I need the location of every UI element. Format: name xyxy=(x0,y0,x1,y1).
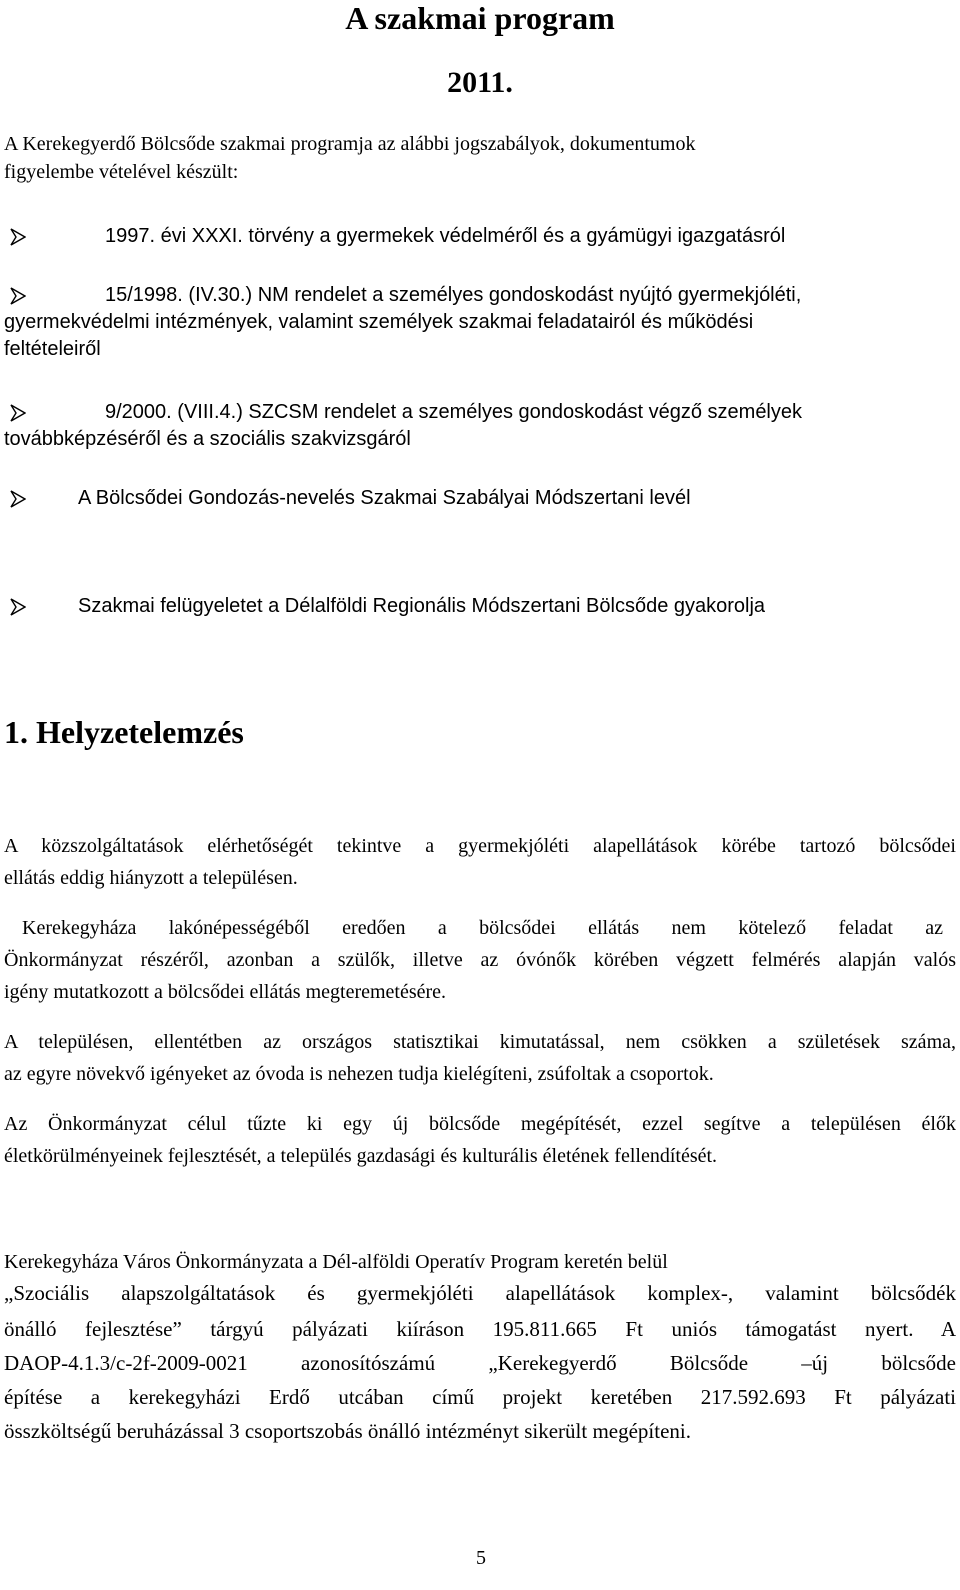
page-year: 2011. xyxy=(447,66,513,99)
intro-line-1: A Kerekegyerdő Bölcsőde szakmai programja az alábbi jogszabályok, dokumentumok xyxy=(4,133,696,155)
arrowhead-bullet-icon xyxy=(10,598,26,616)
arrowhead-bullet-icon xyxy=(10,490,26,508)
section-heading: 1. Helyzetelemzés xyxy=(4,714,244,750)
list-item-text: gyermekvédelmi intézmények, valamint személyek szakmai feladatairól és működési xyxy=(4,311,754,333)
list-item-text: továbbképzéséről és a szociális szakvizsgáról xyxy=(4,428,411,450)
intro-line-2: figyelembe vételével készült: xyxy=(4,161,239,183)
list-item-text: 9/2000. (VIII.4.) SZCSM rendelet a személyes gondoskodást végző személyek xyxy=(105,401,803,423)
paragraph-line: ellátás eddig hiányzott a településen. xyxy=(4,867,298,889)
list-item-text: 15/1998. (IV.30.) NM rendelet a személyes gondoskodást nyújtó gyermekjóléti, xyxy=(105,284,802,306)
paragraph-line: összköltségű beruházással 3 csoportszobás önálló intézményt sikerült megépíteni. xyxy=(4,1419,691,1443)
arrowhead-bullet-icon xyxy=(10,228,26,246)
list-item-text: A Bölcsődei Gondozás-nevelés Szakmai Szabályai Módszertani levél xyxy=(78,487,691,509)
page-title: A szakmai program xyxy=(345,0,615,36)
paragraph-line: Önkormányzat részéről, azonban a szülők, illetve az óvónők körében végzett felmérés alapján valós xyxy=(4,949,956,971)
list-item-text: 1997. évi XXXI. törvény a gyermekek védelméről és a gyámügyi igazgatásról xyxy=(105,225,786,247)
paragraph-line: Kerekegyháza lakónépességéből eredően a bölcsődei ellátás nem kötelező feladat az xyxy=(22,917,943,939)
paragraph-line: építése a kerekegyházi Erdő utcában című projekt keretében 217.592.693 Ft pályázati xyxy=(4,1385,956,1409)
paragraph-line: életkörülményeinek fejlesztését, a település gazdasági és kulturális életének fellendítését. xyxy=(4,1145,718,1167)
list-item xyxy=(0,226,956,250)
list-item xyxy=(0,488,956,512)
paragraph-line: A településen, ellentétben az országos statisztikai kimutatással, nem csökken a születések száma, xyxy=(4,1031,956,1053)
list-item-text: Szakmai felügyeletet a Délalföldi Regionális Módszertani Bölcsőde gyakorolja xyxy=(78,595,766,617)
list-item xyxy=(0,285,956,365)
paragraph-line: Kerekegyháza Város Önkormányzata a Dél-alföldi Operatív Program keretén belül xyxy=(4,1251,668,1273)
list-item-text: feltételeiről xyxy=(4,338,101,360)
page-number: 5 xyxy=(476,1547,486,1569)
paragraph-line: „Szociális alapszolgáltatások és gyermekjóléti alapellátások komplex-, valamint bölcsődék xyxy=(4,1281,956,1305)
paragraph-line: Az Önkormányzat célul tűzte ki egy új bölcsőde megépítését, ezzel segítve a településen élők xyxy=(4,1113,956,1135)
arrowhead-bullet-icon xyxy=(10,287,26,305)
paragraph-line: önálló fejlesztése” tárgyú pályázati kiíráson 195.811.665 Ft uniós támogatást nyert. A xyxy=(4,1317,956,1341)
arrowhead-bullet-icon xyxy=(10,404,26,422)
paragraph-line: az egyre növekvő igényeket az óvoda is nehezen tudja kielégíteni, zsúfoltak a csoportok. xyxy=(4,1063,714,1085)
paragraph-line: igény mutatkozott a bölcsődei ellátás megteremetésére. xyxy=(4,981,447,1003)
list-item xyxy=(0,402,956,456)
paragraph-line: DAOP-4.1.3/c-2f-2009-0021 azonosítószámú „Kerekegyerdő Bölcsőde –új bölcsőde xyxy=(4,1351,956,1375)
paragraph-line: A közszolgáltatások elérhetőségét tekintve a gyermekjóléti alapellátások körébe tartozó bölcsődei xyxy=(4,835,956,857)
list-item xyxy=(0,596,956,620)
